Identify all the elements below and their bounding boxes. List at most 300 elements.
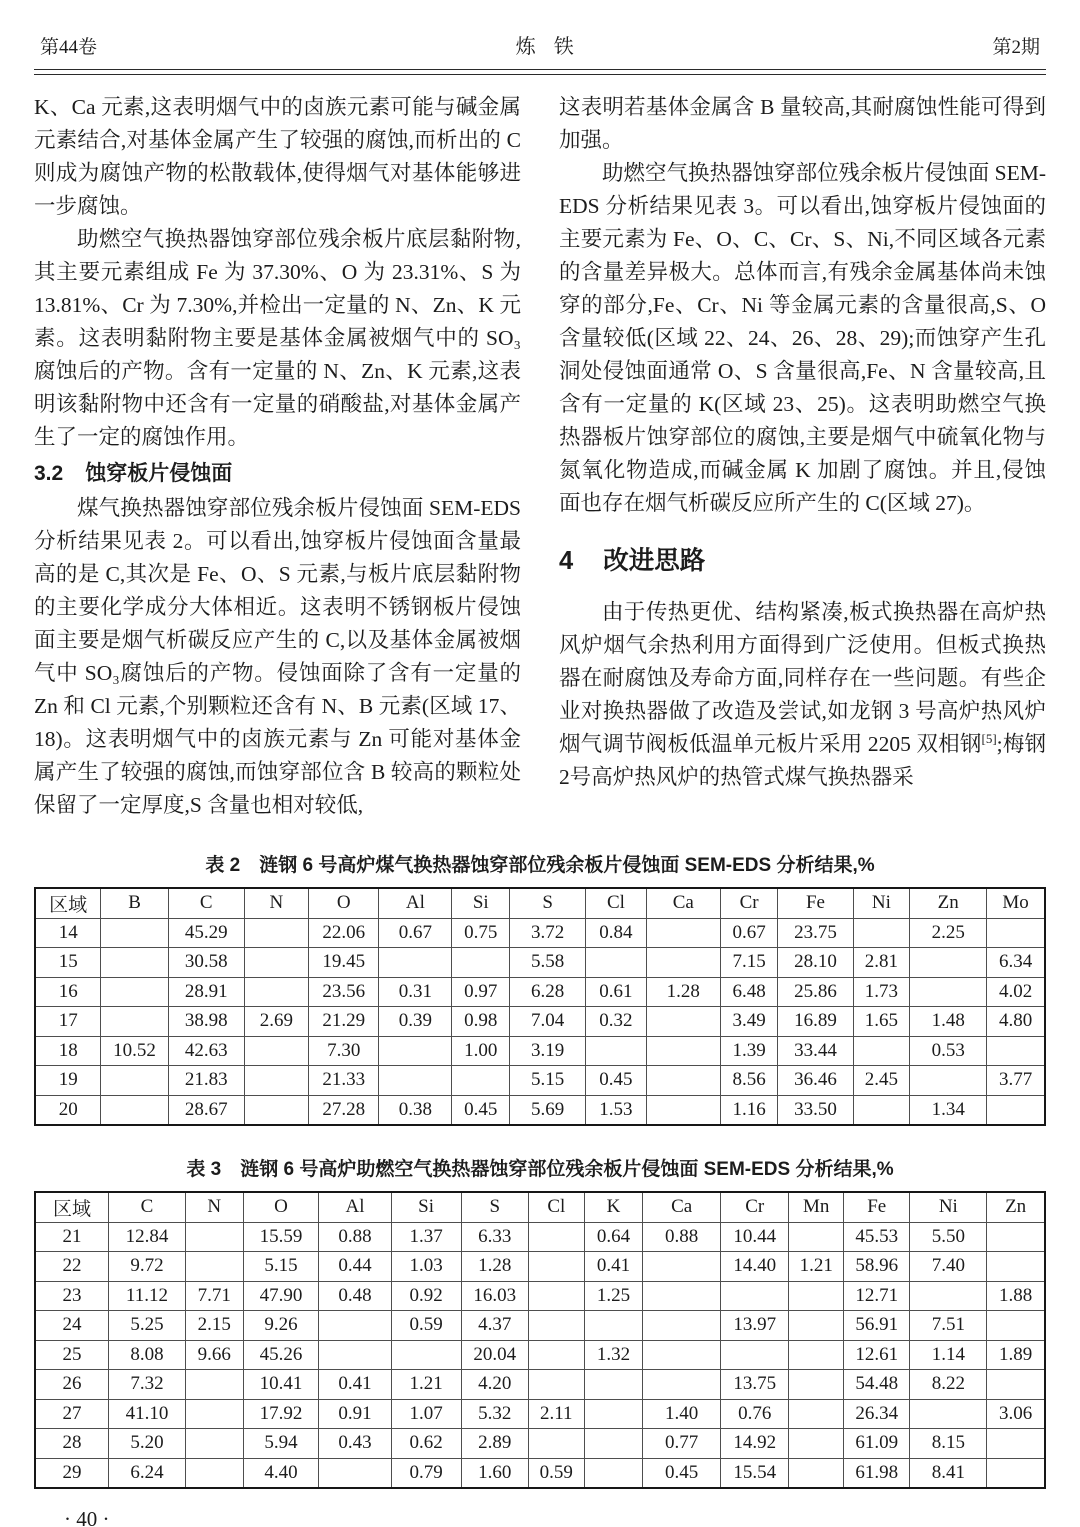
table-header-row xyxy=(35,888,1045,918)
paragraph-text: ;梅钢2号高炉热风炉的热管式煤气换热器采 xyxy=(559,732,1046,789)
table-cell xyxy=(643,1281,721,1311)
table-cell xyxy=(987,1429,1045,1459)
table-cell: 8.08 xyxy=(109,1340,186,1370)
table-cell: 0.76 xyxy=(721,1399,789,1429)
table3-caption: 表 3 涟钢 6 号高炉助燃空气换热器蚀穿部位残余板片侵蚀面 SEM-EDS 分析结果,% xyxy=(186,1159,894,1180)
table-cell: 10.41 xyxy=(243,1370,319,1400)
table-cell: 1.73 xyxy=(853,977,910,1007)
table-cell: 0.31 xyxy=(379,977,452,1007)
table-cell: 21.83 xyxy=(168,1066,244,1096)
table-cell xyxy=(789,1458,844,1488)
table-cell: 20 xyxy=(35,1095,101,1125)
column-header: C xyxy=(109,1192,186,1222)
table-cell: 33.50 xyxy=(778,1095,853,1125)
table-cell: 18 xyxy=(35,1036,101,1066)
table-cell: 12.71 xyxy=(844,1281,910,1311)
table-cell: 1.21 xyxy=(391,1370,461,1400)
column-header: N xyxy=(185,1192,243,1222)
paragraph-text: 由于传热更优、结构紧凑,板式换热器在高炉热风炉烟气余热利用方面得到广泛使用。但板式换热器在耐腐蚀及寿命方面,同样存在一些问题。有些企业对换热器做了改造及尝试,如龙钢 3 号高炉热风炉烟气调节阀板低温单元板片采用 2205 双相钢 xyxy=(559,600,1046,756)
table-cell xyxy=(244,1036,308,1066)
table-row xyxy=(35,1429,1045,1459)
table-cell: 23.56 xyxy=(309,977,379,1007)
table-cell: 0.44 xyxy=(319,1252,391,1282)
table-cell: 15.59 xyxy=(243,1222,319,1252)
table-cell xyxy=(643,1311,721,1341)
table-cell xyxy=(643,1370,721,1400)
table2-caption: 表 2 涟钢 6 号高炉煤气换热器蚀穿部位残余板片侵蚀面 SEM-EDS 分析结果,% xyxy=(205,855,875,876)
body-columns xyxy=(34,91,1046,822)
table-cell xyxy=(721,1340,789,1370)
table-cell: 27 xyxy=(35,1399,109,1429)
table-cell xyxy=(584,1458,643,1488)
table-cell: 6.48 xyxy=(720,977,778,1007)
table-cell: 22.06 xyxy=(309,918,379,948)
table-cell: 0.77 xyxy=(643,1429,721,1459)
table-cell: 2.69 xyxy=(244,1007,308,1037)
column-header: B xyxy=(101,888,168,918)
column-header: Ca xyxy=(646,888,720,918)
table-cell xyxy=(643,1340,721,1370)
table-cell xyxy=(789,1370,844,1400)
table-cell: 2.89 xyxy=(461,1429,528,1459)
table-cell xyxy=(379,948,452,978)
table-cell: 5.25 xyxy=(109,1311,186,1341)
table-cell: 22 xyxy=(35,1252,109,1282)
table-cell xyxy=(528,1340,584,1370)
table-cell: 3.77 xyxy=(987,1066,1045,1096)
running-head xyxy=(34,0,1046,69)
table-cell xyxy=(789,1311,844,1341)
table-cell: 17 xyxy=(35,1007,101,1037)
table-cell: 1.37 xyxy=(391,1222,461,1252)
left-column xyxy=(34,91,521,822)
table-cell: 28.67 xyxy=(168,1095,244,1125)
table-row xyxy=(35,1007,1045,1037)
table-cell: 0.41 xyxy=(319,1370,391,1400)
table-cell: 7.04 xyxy=(510,1007,586,1037)
column-header: O xyxy=(309,888,379,918)
table-cell: 1.28 xyxy=(461,1252,528,1282)
page-number: · 40 · xyxy=(64,1507,110,1527)
table-row xyxy=(35,1340,1045,1370)
table-cell xyxy=(185,1399,243,1429)
table-cell xyxy=(379,1036,452,1066)
table-cell: 6.33 xyxy=(461,1222,528,1252)
column-header: S xyxy=(461,1192,528,1222)
table-cell xyxy=(101,1066,168,1096)
table-cell: 14.92 xyxy=(721,1429,789,1459)
table-cell xyxy=(452,1066,510,1096)
column-header: Mo xyxy=(987,888,1045,918)
section-number: 4 xyxy=(559,547,574,575)
table-cell xyxy=(528,1370,584,1400)
table-cell: 0.88 xyxy=(319,1222,391,1252)
table-cell: 6.24 xyxy=(109,1458,186,1488)
table-cell: 42.63 xyxy=(168,1036,244,1066)
table-cell: 1.34 xyxy=(910,1095,987,1125)
table-cell: 0.75 xyxy=(452,918,510,948)
table-cell: 28 xyxy=(35,1429,109,1459)
journal-title: 炼铁 xyxy=(515,36,592,58)
table-cell: 2.81 xyxy=(853,948,910,978)
column-header: Zn xyxy=(987,1192,1045,1222)
table-row xyxy=(35,977,1045,1007)
table-cell: 0.62 xyxy=(391,1429,461,1459)
table-cell xyxy=(101,977,168,1007)
table-cell xyxy=(853,1036,910,1066)
table-cell: 1.53 xyxy=(586,1095,647,1125)
table-cell: 28.91 xyxy=(168,977,244,1007)
table-cell xyxy=(319,1340,391,1370)
column-header: Fe xyxy=(778,888,853,918)
table-cell xyxy=(987,1095,1045,1125)
table-cell: 5.94 xyxy=(243,1429,319,1459)
table-cell xyxy=(185,1370,243,1400)
table-cell: 45.29 xyxy=(168,918,244,948)
table-cell xyxy=(244,977,308,1007)
column-header: Al xyxy=(319,1192,391,1222)
table-cell: 16.89 xyxy=(778,1007,853,1037)
section-heading-4 xyxy=(559,544,1046,578)
table-cell xyxy=(789,1340,844,1370)
table-cell: 6.34 xyxy=(987,948,1045,978)
table-cell: 0.32 xyxy=(586,1007,647,1037)
table-cell: 27.28 xyxy=(309,1095,379,1125)
table-cell: 5.15 xyxy=(510,1066,586,1096)
table-cell: 7.51 xyxy=(910,1311,987,1341)
table-cell xyxy=(185,1458,243,1488)
column-header: O xyxy=(243,1192,319,1222)
table-cell: 1.88 xyxy=(987,1281,1045,1311)
table-cell: 21 xyxy=(35,1222,109,1252)
table-cell: 8.41 xyxy=(910,1458,987,1488)
column-header: Al xyxy=(379,888,452,918)
table-cell xyxy=(528,1222,584,1252)
table-cell: 2.25 xyxy=(910,918,987,948)
table-cell xyxy=(319,1458,391,1488)
table-cell xyxy=(910,1066,987,1096)
column-header: N xyxy=(244,888,308,918)
column-header: Ca xyxy=(643,1192,721,1222)
column-header: Ni xyxy=(853,888,910,918)
table-cell xyxy=(584,1399,643,1429)
table-cell xyxy=(101,1095,168,1125)
table-cell xyxy=(646,1066,720,1096)
column-header: Si xyxy=(452,888,510,918)
table-cell xyxy=(452,948,510,978)
table-cell: 1.40 xyxy=(643,1399,721,1429)
table-cell: 5.69 xyxy=(510,1095,586,1125)
paragraph: 煤气换热器蚀穿部位残余板片侵蚀面 SEM-EDS 分析结果见表 2。可以看出,蚀穿板片侵蚀面含量最高的是 C,其次是 Fe、O、S 元素,与板片底层黏附物的主要化学成分大体相近。这表明不锈钢板片侵蚀面主要是烟气析碳反应产生的 C,以及基体金属被烟气中 SO₃腐蚀后的产物。侵蚀面除了含有一定量的 Zn 和 Cl 元素,个别颗粒还含有 N、B 元素(区域 17、18)。这表明烟气中的卤族元素与 Zn 可能对基体金属产生了较强的腐蚀,而蚀穿部位含 B 较高的颗粒处保留了一定厚度,S 含量也相对较低, xyxy=(34,496,521,817)
table-cell: 0.45 xyxy=(452,1095,510,1125)
table-cell xyxy=(646,1095,720,1125)
table-row xyxy=(35,948,1045,978)
table-cell: 0.67 xyxy=(379,918,452,948)
table-row xyxy=(35,1311,1045,1341)
column-header: Fe xyxy=(844,1192,910,1222)
table-cell: 33.44 xyxy=(778,1036,853,1066)
table-cell xyxy=(528,1311,584,1341)
table-cell: 0.98 xyxy=(452,1007,510,1037)
table-cell: 11.12 xyxy=(109,1281,186,1311)
table-cell: 0.88 xyxy=(643,1222,721,1252)
issue-label: 第2期 xyxy=(992,37,1040,58)
paragraph: 助燃空气换热器蚀穿部位残余板片侵蚀面 SEM-EDS 分析结果见表 3。可以看出,蚀穿板片侵蚀面的主要元素为 Fe、O、C、Cr、S、Ni,不同区域各元素的含量差异极大。总体而言,有残余金属基体尚未蚀穿的部分,Fe、Cr、Ni 等金属元素的含量很高,S、O 含量较低(区域 22、24、26、28、29);而蚀穿产生孔洞处侵蚀面通常 O、S 含量很高,Fe、N 含量较高,且含有一定量的 K(区域 23、25)。这表明助燃空气换热器板片蚀穿部位的腐蚀,主要是烟气中硫氧化物与氮氧化物造成,而碱金属 K 加剧了腐蚀。并且,侵蚀面也存在烟气析碳反应所产生的 C(区域 27)。 xyxy=(559,161,1046,515)
paragraph: K、Ca 元素,这表明烟气中的卤族元素可能与碱金属元素结合,对基体金属产生了较强的腐蚀,而析出的 C 则成为腐蚀产物的松散载体,使得烟气对基体能够进一步腐蚀。 xyxy=(34,95,521,218)
table-cell: 8.15 xyxy=(910,1429,987,1459)
table-cell xyxy=(391,1340,461,1370)
column-header: Cr xyxy=(721,1192,789,1222)
table-cell: 36.46 xyxy=(778,1066,853,1096)
table-cell xyxy=(789,1399,844,1429)
column-header: K xyxy=(584,1192,643,1222)
table-cell xyxy=(910,1281,987,1311)
table-cell: 28.10 xyxy=(778,948,853,978)
paragraph: 助燃空气换热器蚀穿部位残余板片底层黏附物,其主要元素组成 Fe 为 37.30%、O 为 23.31%、S 为 13.81%、Cr 为 7.30%,并检出一定量的 N、Zn、K 元素。这表明黏附物主要是基体金属被烟气中的 SO₃腐蚀后的产物。含有一定量的 N、Zn、K 元素,这表明该黏附物中还含有一定量的硝酸盐,对基体金属产生了一定的腐蚀作用。 xyxy=(34,227,521,449)
table-cell xyxy=(987,1458,1045,1488)
table-cell: 0.39 xyxy=(379,1007,452,1037)
table-cell: 15.54 xyxy=(721,1458,789,1488)
table-header-row xyxy=(35,1192,1045,1222)
table-cell: 25.86 xyxy=(778,977,853,1007)
table-row xyxy=(35,918,1045,948)
table-cell xyxy=(185,1222,243,1252)
section-number: 3.2 xyxy=(34,462,64,485)
table-cell: 9.72 xyxy=(109,1252,186,1282)
table-cell: 17.92 xyxy=(243,1399,319,1429)
table-cell xyxy=(244,1095,308,1125)
table-cell: 7.71 xyxy=(185,1281,243,1311)
table-cell: 20.04 xyxy=(461,1340,528,1370)
table-row xyxy=(35,1281,1045,1311)
table-cell: 14 xyxy=(35,918,101,948)
column-header: C xyxy=(168,888,244,918)
table-cell xyxy=(101,948,168,978)
table-row xyxy=(35,1222,1045,1252)
table-row xyxy=(35,1458,1045,1488)
table-cell: 1.32 xyxy=(584,1340,643,1370)
table-cell: 10.44 xyxy=(721,1222,789,1252)
table-cell: 9.66 xyxy=(185,1340,243,1370)
table-cell: 0.79 xyxy=(391,1458,461,1488)
table-cell xyxy=(379,1066,452,1096)
volume-label: 第44卷 xyxy=(40,37,98,58)
table-cell: 45.26 xyxy=(243,1340,319,1370)
header-double-rule xyxy=(34,69,1046,75)
table-cell: 0.43 xyxy=(319,1429,391,1459)
table-cell xyxy=(584,1429,643,1459)
table-cell: 12.61 xyxy=(844,1340,910,1370)
table-cell: 3.49 xyxy=(720,1007,778,1037)
table-cell: 0.45 xyxy=(586,1066,647,1096)
table-row xyxy=(35,1036,1045,1066)
column-header: Cl xyxy=(528,1192,584,1222)
table-cell: 1.60 xyxy=(461,1458,528,1488)
column-header: Cr xyxy=(720,888,778,918)
table-cell: 19 xyxy=(35,1066,101,1096)
table-cell: 21.33 xyxy=(309,1066,379,1096)
table-cell: 29 xyxy=(35,1458,109,1488)
table-cell: 0.41 xyxy=(584,1252,643,1282)
table-cell xyxy=(789,1429,844,1459)
column-header: 区域 xyxy=(35,888,101,918)
table-cell xyxy=(789,1222,844,1252)
table-cell xyxy=(910,1399,987,1429)
table-cell: 7.40 xyxy=(910,1252,987,1282)
table-cell xyxy=(528,1252,584,1282)
table-cell: 4.80 xyxy=(987,1007,1045,1037)
table-cell: 1.48 xyxy=(910,1007,987,1037)
column-header: Cl xyxy=(586,888,647,918)
table-cell xyxy=(586,1036,647,1066)
table-cell: 30.58 xyxy=(168,948,244,978)
table-cell: 0.92 xyxy=(391,1281,461,1311)
table-cell: 38.98 xyxy=(168,1007,244,1037)
table-cell xyxy=(910,977,987,1007)
table-cell: 0.53 xyxy=(910,1036,987,1066)
table-row xyxy=(35,1066,1045,1096)
table-cell: 23 xyxy=(35,1281,109,1311)
table-cell: 5.50 xyxy=(910,1222,987,1252)
table-cell: 7.30 xyxy=(309,1036,379,1066)
table-cell: 12.84 xyxy=(109,1222,186,1252)
table-cell: 7.15 xyxy=(720,948,778,978)
table-row xyxy=(35,1370,1045,1400)
table-cell: 1.07 xyxy=(391,1399,461,1429)
table-cell xyxy=(987,1252,1045,1282)
table-row xyxy=(35,1095,1045,1125)
table-cell: 0.38 xyxy=(379,1095,452,1125)
table-cell xyxy=(646,948,720,978)
column-header: Zn xyxy=(910,888,987,918)
table-cell xyxy=(721,1281,789,1311)
table-cell: 2.11 xyxy=(528,1399,584,1429)
table-cell xyxy=(987,1036,1045,1066)
table-row xyxy=(35,1252,1045,1282)
table-cell xyxy=(910,948,987,978)
table-cell xyxy=(244,918,308,948)
table-cell: 1.39 xyxy=(720,1036,778,1066)
table-cell: 23.75 xyxy=(778,918,853,948)
table-cell: 3.72 xyxy=(510,918,586,948)
column-header: Mn xyxy=(789,1192,844,1222)
table-cell xyxy=(319,1311,391,1341)
table-cell xyxy=(987,1311,1045,1341)
table-cell: 4.37 xyxy=(461,1311,528,1341)
paragraph: 这表明若基体金属含 B 量较高,其耐腐蚀性能可得到加强。 xyxy=(559,95,1046,152)
table-cell: 25 xyxy=(35,1340,109,1370)
table-cell: 6.28 xyxy=(510,977,586,1007)
table-cell: 15 xyxy=(35,948,101,978)
table-cell: 0.59 xyxy=(528,1458,584,1488)
table-cell xyxy=(586,948,647,978)
table-cell: 13.75 xyxy=(721,1370,789,1400)
table-cell: 0.48 xyxy=(319,1281,391,1311)
table-cell xyxy=(584,1370,643,1400)
table-cell: 9.26 xyxy=(243,1311,319,1341)
table-cell xyxy=(853,1095,910,1125)
table-cell: 19.45 xyxy=(309,948,379,978)
table-cell: 45.53 xyxy=(844,1222,910,1252)
column-header: Si xyxy=(391,1192,461,1222)
table-cell: 0.59 xyxy=(391,1311,461,1341)
table-cell: 1.14 xyxy=(910,1340,987,1370)
section-title: 蚀穿板片侵蚀面 xyxy=(85,462,233,485)
table-cell: 5.58 xyxy=(510,948,586,978)
table-cell: 0.64 xyxy=(584,1222,643,1252)
table-cell: 26 xyxy=(35,1370,109,1400)
table-cell: 2.15 xyxy=(185,1311,243,1341)
table-cell: 41.10 xyxy=(109,1399,186,1429)
table-cell: 54.48 xyxy=(844,1370,910,1400)
table-cell: 1.16 xyxy=(720,1095,778,1125)
table-cell xyxy=(584,1311,643,1341)
table-cell: 16.03 xyxy=(461,1281,528,1311)
table-cell: 1.28 xyxy=(646,977,720,1007)
table-cell: 1.25 xyxy=(584,1281,643,1311)
table2-sem-eds-gas xyxy=(34,887,1046,1126)
table-cell xyxy=(101,1007,168,1037)
table-cell xyxy=(987,918,1045,948)
table-cell: 2.45 xyxy=(853,1066,910,1096)
column-header: Ni xyxy=(910,1192,987,1222)
table-cell: 8.56 xyxy=(720,1066,778,1096)
table-cell: 0.91 xyxy=(319,1399,391,1429)
table-cell: 5.32 xyxy=(461,1399,528,1429)
column-header: S xyxy=(510,888,586,918)
table-cell xyxy=(646,1036,720,1066)
table-cell xyxy=(101,918,168,948)
paragraph xyxy=(559,596,1046,794)
table-cell: 4.02 xyxy=(987,977,1045,1007)
table-cell xyxy=(789,1281,844,1311)
table-cell: 56.91 xyxy=(844,1311,910,1341)
column-header: 区域 xyxy=(35,1192,109,1222)
table-cell: 24 xyxy=(35,1311,109,1341)
table-cell: 13.97 xyxy=(721,1311,789,1341)
table-cell xyxy=(528,1429,584,1459)
table-cell xyxy=(643,1252,721,1282)
table-cell: 5.20 xyxy=(109,1429,186,1459)
table-cell xyxy=(646,918,720,948)
table-cell: 58.96 xyxy=(844,1252,910,1282)
table-cell: 0.61 xyxy=(586,977,647,1007)
section-heading-3-2 xyxy=(34,457,521,490)
table-cell: 10.52 xyxy=(101,1036,168,1066)
table-cell: 14.40 xyxy=(721,1252,789,1282)
table-cell: 61.09 xyxy=(844,1429,910,1459)
section-title: 改进思路 xyxy=(603,547,706,575)
table-row xyxy=(35,1399,1045,1429)
table-cell: 4.40 xyxy=(243,1458,319,1488)
table-cell: 4.20 xyxy=(461,1370,528,1400)
table-cell: 0.45 xyxy=(643,1458,721,1488)
table-cell: 0.97 xyxy=(452,977,510,1007)
table-cell: 0.84 xyxy=(586,918,647,948)
table-cell: 1.03 xyxy=(391,1252,461,1282)
table-cell: 47.90 xyxy=(243,1281,319,1311)
table-cell xyxy=(646,1007,720,1037)
table-cell xyxy=(987,1222,1045,1252)
table-cell: 0.67 xyxy=(720,918,778,948)
table-cell xyxy=(244,1066,308,1096)
table-cell: 61.98 xyxy=(844,1458,910,1488)
table-cell: 7.32 xyxy=(109,1370,186,1400)
table-cell xyxy=(528,1281,584,1311)
table-cell: 5.15 xyxy=(243,1252,319,1282)
table-cell xyxy=(244,948,308,978)
table-cell xyxy=(185,1429,243,1459)
